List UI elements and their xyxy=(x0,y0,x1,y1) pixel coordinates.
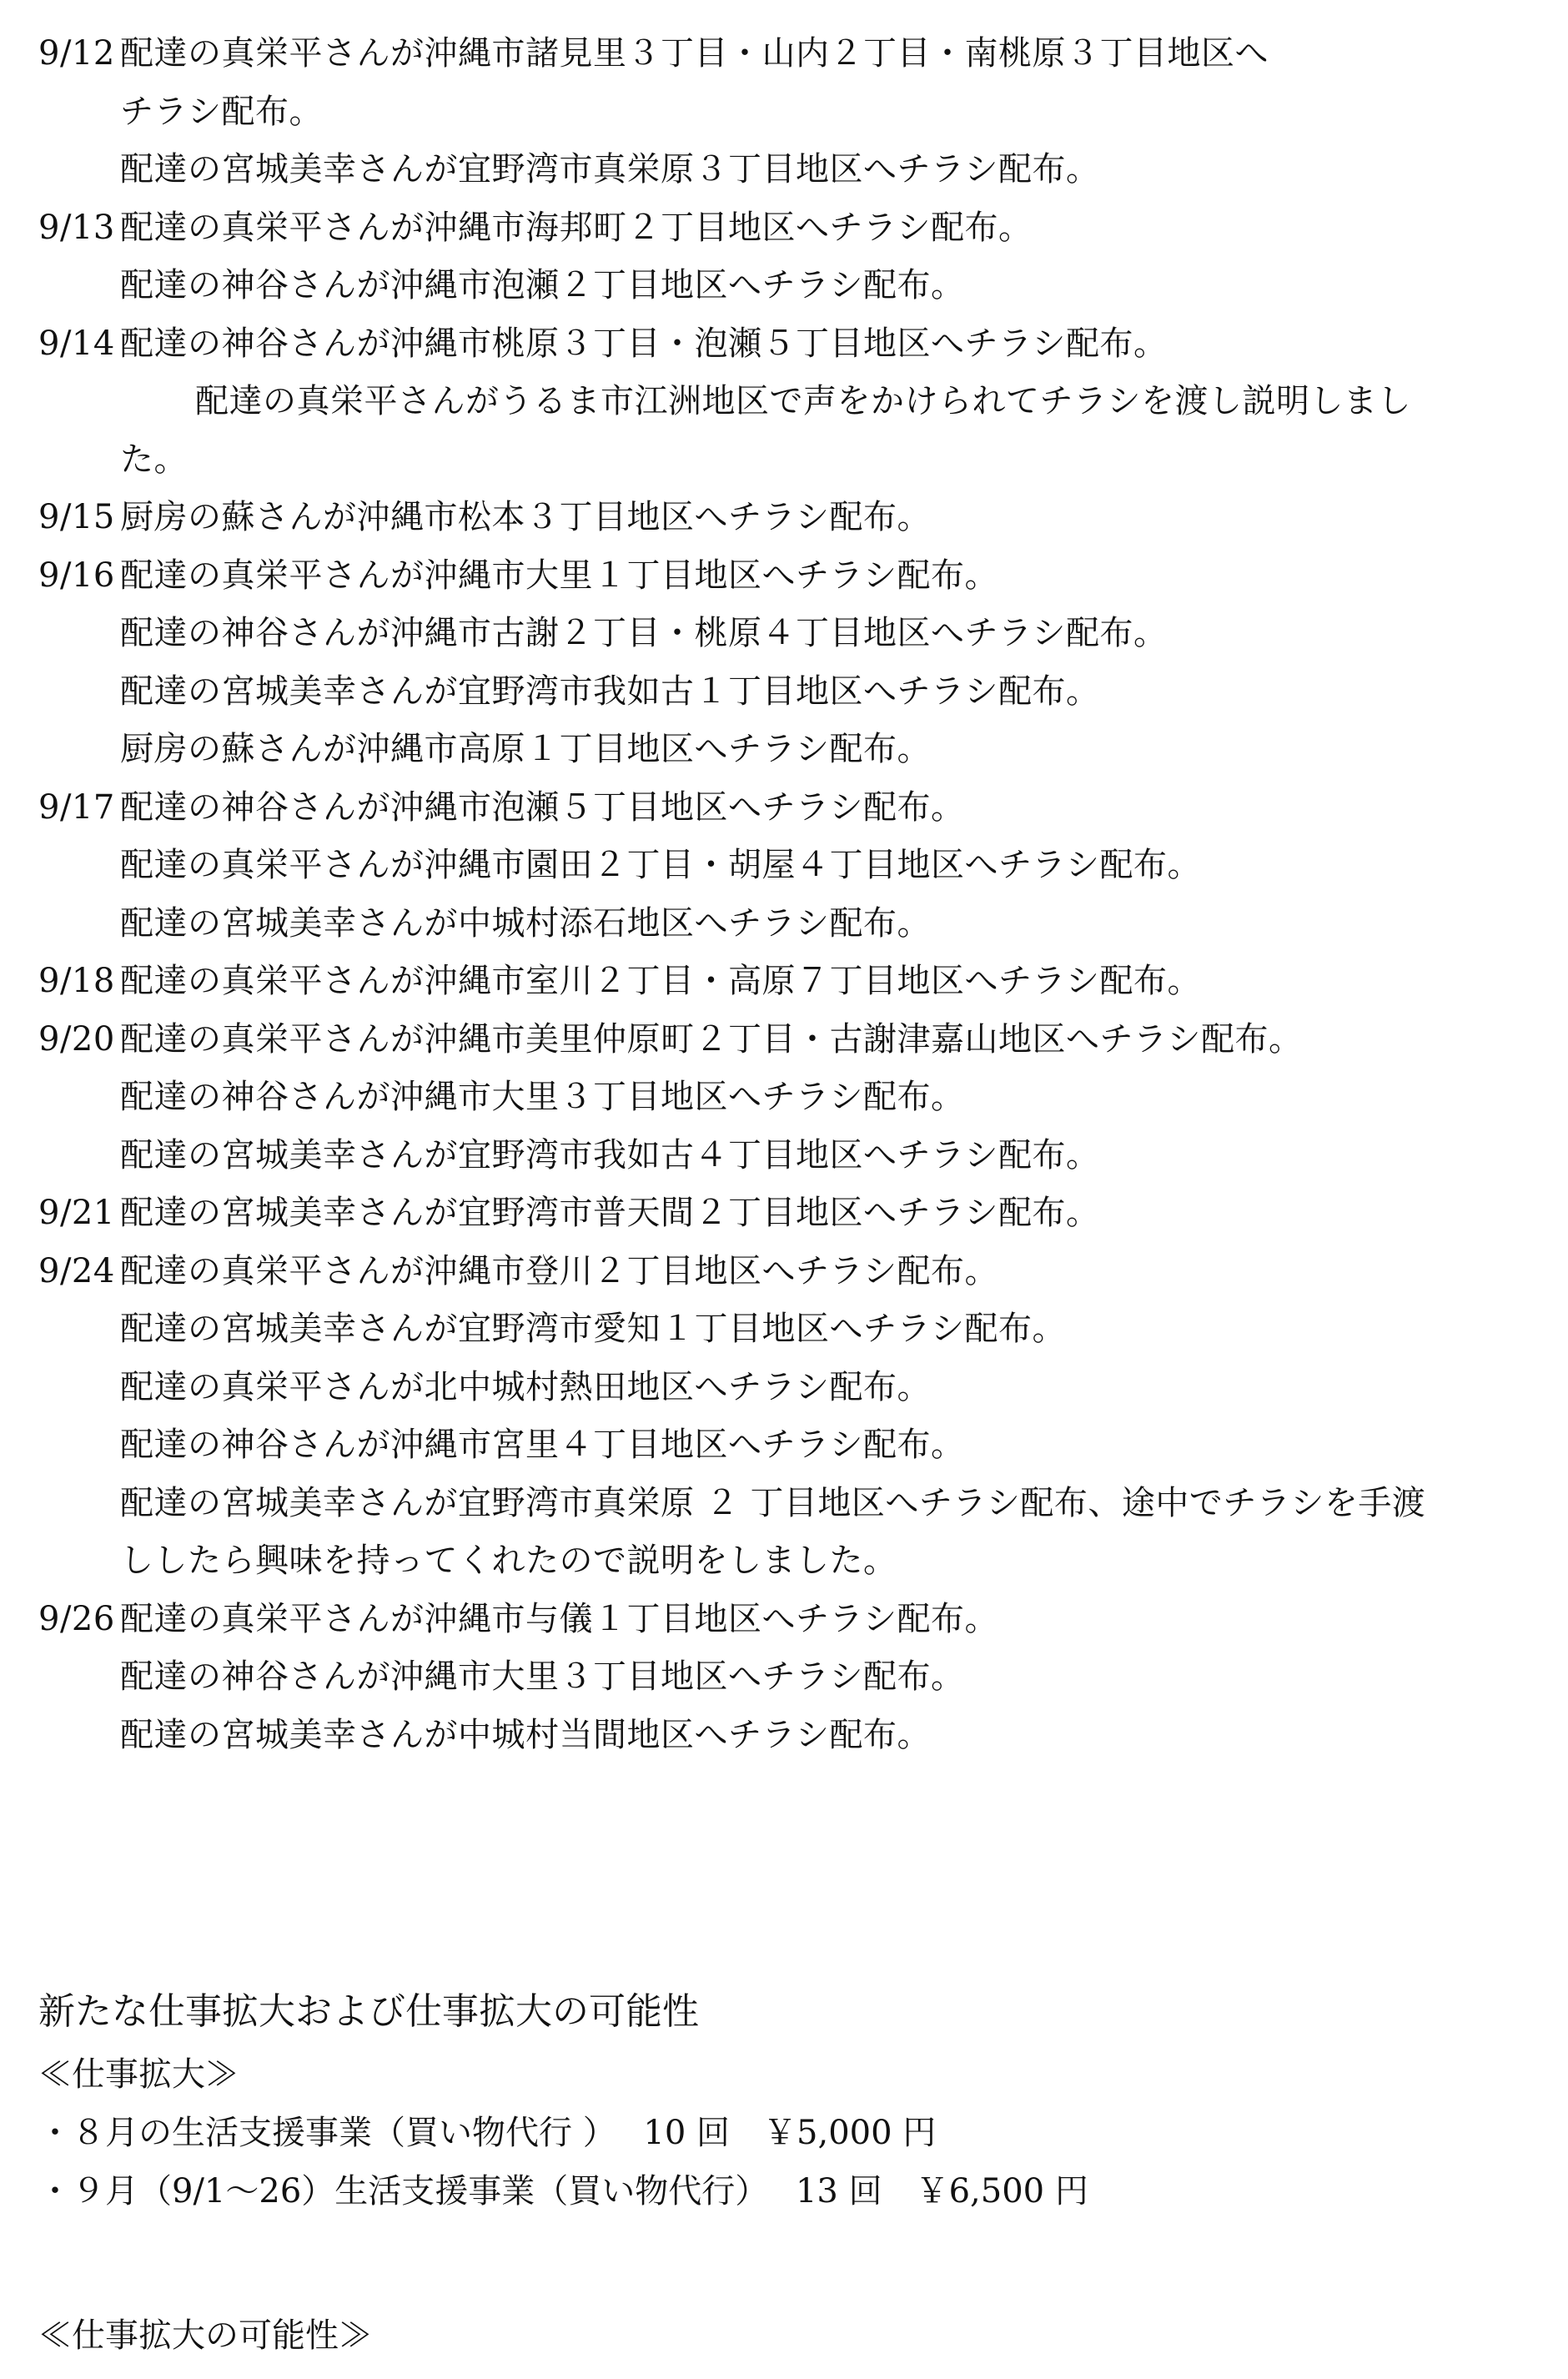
expansion-item-september: ・９月（9/1～26）生活支援事業（買い物代行） 13 回 ￥6,500 円 xyxy=(38,2172,1088,2211)
entry-text: 配達の真栄平さんが沖縄市美里仲原町２丁目・古謝津嘉山地区へチラシ配布。 xyxy=(120,1019,1303,1059)
log-entry-first-line xyxy=(38,1184,1540,1243)
entry-text: 配達の真栄平さんが北中城村熱田地区へチラシ配布。 xyxy=(120,1367,931,1406)
log-entry-first-line xyxy=(38,1591,1540,1649)
log-entry-first-line xyxy=(38,199,1540,258)
log-entry-line xyxy=(38,895,1540,953)
log-entry-line xyxy=(38,1359,1540,1417)
entry-text: 配達の真栄平さんが沖縄市与儀１丁目地区へチラシ配布。 xyxy=(120,1599,998,1638)
entry-date: 9/24 xyxy=(38,1251,115,1290)
entry-text: た。 xyxy=(120,440,188,479)
log-entry-line xyxy=(38,1532,1540,1591)
entry-text: 配達の宮城美幸さんが宜野湾市愛知１丁目地区へチラシ配布。 xyxy=(120,1310,1066,1348)
entry-text: 配達の宮城美幸さんが宜野湾市我如古１丁目地区へチラシ配布。 xyxy=(120,671,1100,711)
entry-text: 配達の宮城美幸さんが宜野湾市我如古４丁目地区へチラシ配布。 xyxy=(120,1135,1100,1174)
entry-text: 配達の真栄平さんが沖縄市園田２丁目・胡屋４丁目地区へチラシ配布。 xyxy=(120,846,1201,884)
log-entry-line xyxy=(38,1648,1540,1707)
log-entry-line xyxy=(38,1416,1540,1475)
expansion-item-august: ・８月の生活支援事業（買い物代行 ） 10 回 ￥5,000 円 xyxy=(38,2114,937,2152)
entry-text: 配達の真栄平さんが沖縄市諸見里３丁目・山内２丁目・南桃原３丁目地区へ xyxy=(120,34,1269,73)
log-entry-first-line xyxy=(38,1243,1540,1301)
log-entry-line xyxy=(38,837,1540,895)
log-entry-first-line xyxy=(38,1011,1540,1069)
entry-text: 配達の神谷さんが沖縄市宮里４丁目地区へチラシ配布。 xyxy=(120,1426,965,1464)
log-entry xyxy=(38,25,1540,199)
log-entry-line xyxy=(38,1475,1540,1533)
entry-date: 9/17 xyxy=(38,787,115,827)
entry-text: 厨房の蘇さんが沖縄市松本３丁目地区へチラシ配布。 xyxy=(120,498,931,536)
log-entry-first-line xyxy=(38,779,1540,837)
entry-date: 9/13 xyxy=(38,208,115,247)
log-entry-line xyxy=(38,257,1540,315)
log-entry-line xyxy=(38,721,1540,779)
entry-date: 9/14 xyxy=(38,324,115,363)
log-entry xyxy=(38,489,1540,547)
entry-text: 配達の宮城美幸さんが宜野湾市真栄原３丁目地区へチラシ配布。 xyxy=(120,150,1100,189)
entry-date: 9/20 xyxy=(38,1019,115,1059)
entry-text: 配達の神谷さんが沖縄市大里３丁目地区へチラシ配布。 xyxy=(120,1078,965,1116)
entry-date: 9/12 xyxy=(38,34,115,73)
log-entry-line xyxy=(38,141,1540,199)
log-entry xyxy=(38,779,1540,953)
entry-text: 配達の宮城美幸さんが中城村添石地区へチラシ配布。 xyxy=(120,903,931,943)
entry-text: 配達の真栄平さんが沖縄市登川２丁目地区へチラシ配布。 xyxy=(120,1251,998,1290)
log-entry xyxy=(38,315,1540,490)
flyer-distribution-log xyxy=(38,25,1540,1764)
work-expansion-section xyxy=(38,1979,1540,2221)
log-entry xyxy=(38,953,1540,1011)
entry-date: 9/15 xyxy=(38,498,115,536)
log-entry-line xyxy=(38,1300,1540,1359)
log-entry xyxy=(38,199,1540,315)
log-entry xyxy=(38,1184,1540,1243)
log-entry-line xyxy=(38,431,1540,490)
log-entry-first-line xyxy=(38,25,1540,83)
entry-date: 9/16 xyxy=(38,556,115,595)
entry-text: 配達の真栄平さんが沖縄市室川２丁目・高原７丁目地区へチラシ配布。 xyxy=(120,962,1201,1000)
entry-text: ししたら興味を持ってくれたので説明をしました。 xyxy=(120,1542,897,1580)
entry-text: 配達の神谷さんが沖縄市古謝２丁目・桃原４丁目地区へチラシ配布。 xyxy=(120,614,1168,652)
entry-text: 配達の神谷さんが沖縄市大里３丁目地区へチラシ配布。 xyxy=(120,1657,965,1696)
entry-date: 9/21 xyxy=(38,1194,115,1232)
entry-text: チラシ配布。 xyxy=(120,92,323,131)
section-heading: 新たな仕事拡大および仕事拡大の可能性 xyxy=(38,1990,699,2033)
entry-date: 9/18 xyxy=(38,962,115,1000)
entry-text: 配達の宮城美幸さんが中城村当間地区へチラシ配布。 xyxy=(120,1715,931,1754)
log-entry-line xyxy=(38,663,1540,722)
entry-text: 配達の神谷さんが沖縄市泡瀬２丁目地区へチラシ配布。 xyxy=(120,266,965,304)
entry-text: 配達の宮城美幸さんが宜野湾市真栄原 ２ 丁目地区へチラシ配布、途中でチラシを手渡 xyxy=(120,1483,1426,1522)
entry-text: 配達の神谷さんが沖縄市泡瀬５丁目地区へチラシ配布。 xyxy=(120,787,965,827)
log-entry-line xyxy=(38,1707,1540,1765)
possibility-title: ≪仕事拡大の可能性≫ xyxy=(38,2316,372,2355)
log-entry-line xyxy=(38,1069,1540,1127)
log-entry-first-line xyxy=(38,547,1540,606)
expansion-title: ≪仕事拡大≫ xyxy=(38,2055,239,2094)
log-entry xyxy=(38,547,1540,779)
entry-date: 9/26 xyxy=(38,1599,115,1638)
entry-text: 配達の真栄平さんがうるま市江洲地区で声をかけられてチラシを渡し説明しまし xyxy=(195,382,1411,420)
log-entry-first-line xyxy=(38,315,1540,374)
log-entry-line xyxy=(38,1127,1540,1185)
log-entry-first-line xyxy=(38,489,1540,547)
log-entry xyxy=(38,1011,1540,1185)
log-entry xyxy=(38,1591,1540,1765)
entry-text: 厨房の蘇さんが沖縄市高原１丁目地区へチラシ配布。 xyxy=(120,730,931,768)
log-entry-line xyxy=(38,83,1540,142)
log-entry-first-line xyxy=(38,953,1540,1011)
log-entry xyxy=(38,1243,1540,1591)
log-entry-line xyxy=(38,605,1540,663)
entry-text: 配達の宮城美幸さんが宜野湾市普天間２丁目地区へチラシ配布。 xyxy=(120,1194,1100,1232)
entry-text: 配達の神谷さんが沖縄市桃原３丁目・泡瀬５丁目地区へチラシ配布。 xyxy=(120,324,1168,363)
entry-text: 配達の真栄平さんが沖縄市海邦町２丁目地区へチラシ配布。 xyxy=(120,208,1033,247)
log-entry-line xyxy=(38,373,1540,431)
entry-text: 配達の真栄平さんが沖縄市大里１丁目地区へチラシ配布。 xyxy=(120,556,998,595)
